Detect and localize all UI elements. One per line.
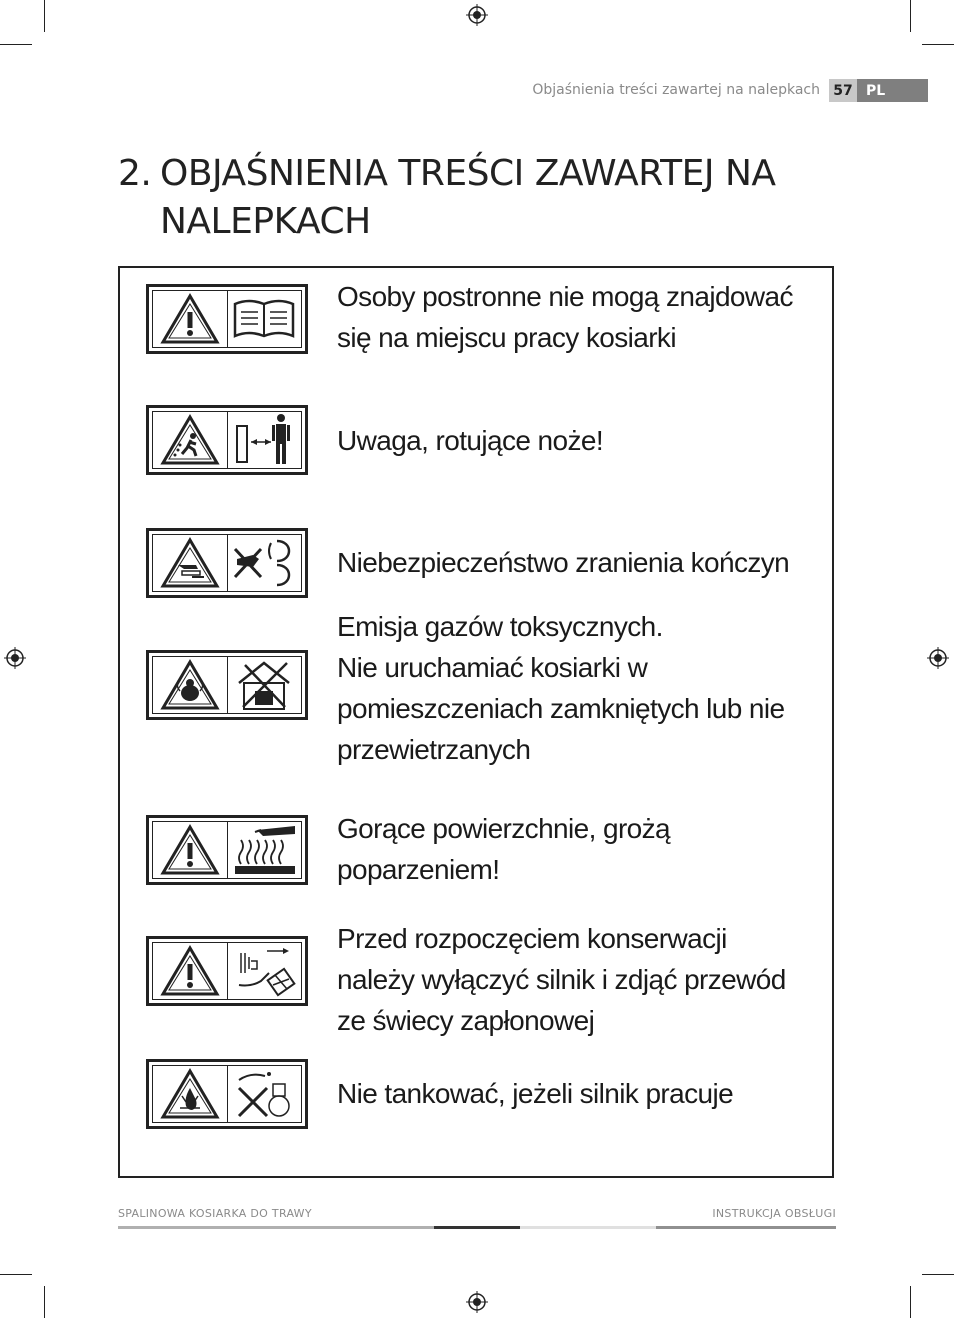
toxic-fumes-icon xyxy=(160,659,220,711)
footer-rule xyxy=(118,1226,434,1229)
sticker xyxy=(146,405,308,475)
crop-mark xyxy=(44,1286,45,1318)
footer-rule xyxy=(656,1226,836,1229)
sticker xyxy=(146,528,308,598)
registration-mark-icon xyxy=(927,647,949,669)
page-number: 57 xyxy=(829,79,857,102)
label-description: Emisja gazów toksycznych. Nie uruchamiać kosiarki w pomieszczeniach zamkniętych lub nie przewietrzanych xyxy=(337,611,785,765)
footer-product-name: SPALINOWA KOSIARKA DO TRAWY xyxy=(118,1207,312,1220)
footer-rule xyxy=(434,1226,520,1229)
crop-mark xyxy=(922,44,954,45)
labels-table xyxy=(118,266,834,1178)
warning-triangle-icon xyxy=(160,293,220,345)
label-description: Osoby postronne nie mogą znajdować się na miejscu pracy kosiarki xyxy=(337,281,793,353)
registration-mark-icon xyxy=(466,1291,488,1313)
hot-surface-icon xyxy=(229,822,299,878)
warning-triangle-icon xyxy=(160,824,220,876)
crop-mark xyxy=(0,44,32,45)
page-title xyxy=(118,150,838,246)
title-line-1: OBJAŚNIENIA TREŚCI ZAWARTEJ NA xyxy=(160,153,776,194)
section-number: 2. xyxy=(118,153,152,194)
footer-document-type: INSTRUKCJA OBSŁUGI xyxy=(712,1207,836,1220)
fire-hazard-icon xyxy=(160,1068,220,1120)
label-description: Nie tankować, jeżeli silnik pracuje xyxy=(337,1078,734,1109)
crop-mark xyxy=(910,0,911,32)
no-refuel-running-icon xyxy=(231,1066,297,1122)
label-description: Gorące powierzchnie, grożą poparzeniem! xyxy=(337,813,671,885)
crop-mark xyxy=(44,0,45,32)
blade-injury-icon xyxy=(160,537,220,589)
thrown-objects-icon xyxy=(160,414,220,466)
label-description: Uwaga, rotujące noże! xyxy=(337,425,604,456)
label-description: Przed rozpoczęciem konserwacji należy wyłączyć silnik i zdjąć przewód ze świecy zapłonowej xyxy=(337,923,786,1036)
no-hands-feet-icon xyxy=(231,535,297,591)
manual-book-icon xyxy=(231,296,297,342)
sticker xyxy=(146,284,308,354)
footer-rule xyxy=(520,1226,656,1229)
sticker xyxy=(146,815,308,885)
registration-mark-icon xyxy=(4,647,26,669)
crop-mark xyxy=(0,1274,32,1275)
running-header-title: Objaśnienia treści zawartej na nalepkach xyxy=(532,82,820,98)
title-line-2: NALEPKACH xyxy=(160,201,371,242)
warning-triangle-icon xyxy=(160,945,220,997)
registration-mark-icon xyxy=(466,4,488,26)
label-description: Niebezpieczeństwo zranienia kończyn xyxy=(337,547,790,578)
sticker xyxy=(146,650,308,720)
crop-mark xyxy=(910,1286,911,1318)
crop-mark xyxy=(922,1274,954,1275)
disconnect-spark-plug-icon xyxy=(231,943,297,999)
sticker xyxy=(146,936,308,1006)
sticker xyxy=(146,1059,308,1129)
language-tab: PL xyxy=(857,79,928,102)
keep-distance-person-icon xyxy=(231,412,297,468)
no-indoor-use-icon xyxy=(231,657,297,713)
